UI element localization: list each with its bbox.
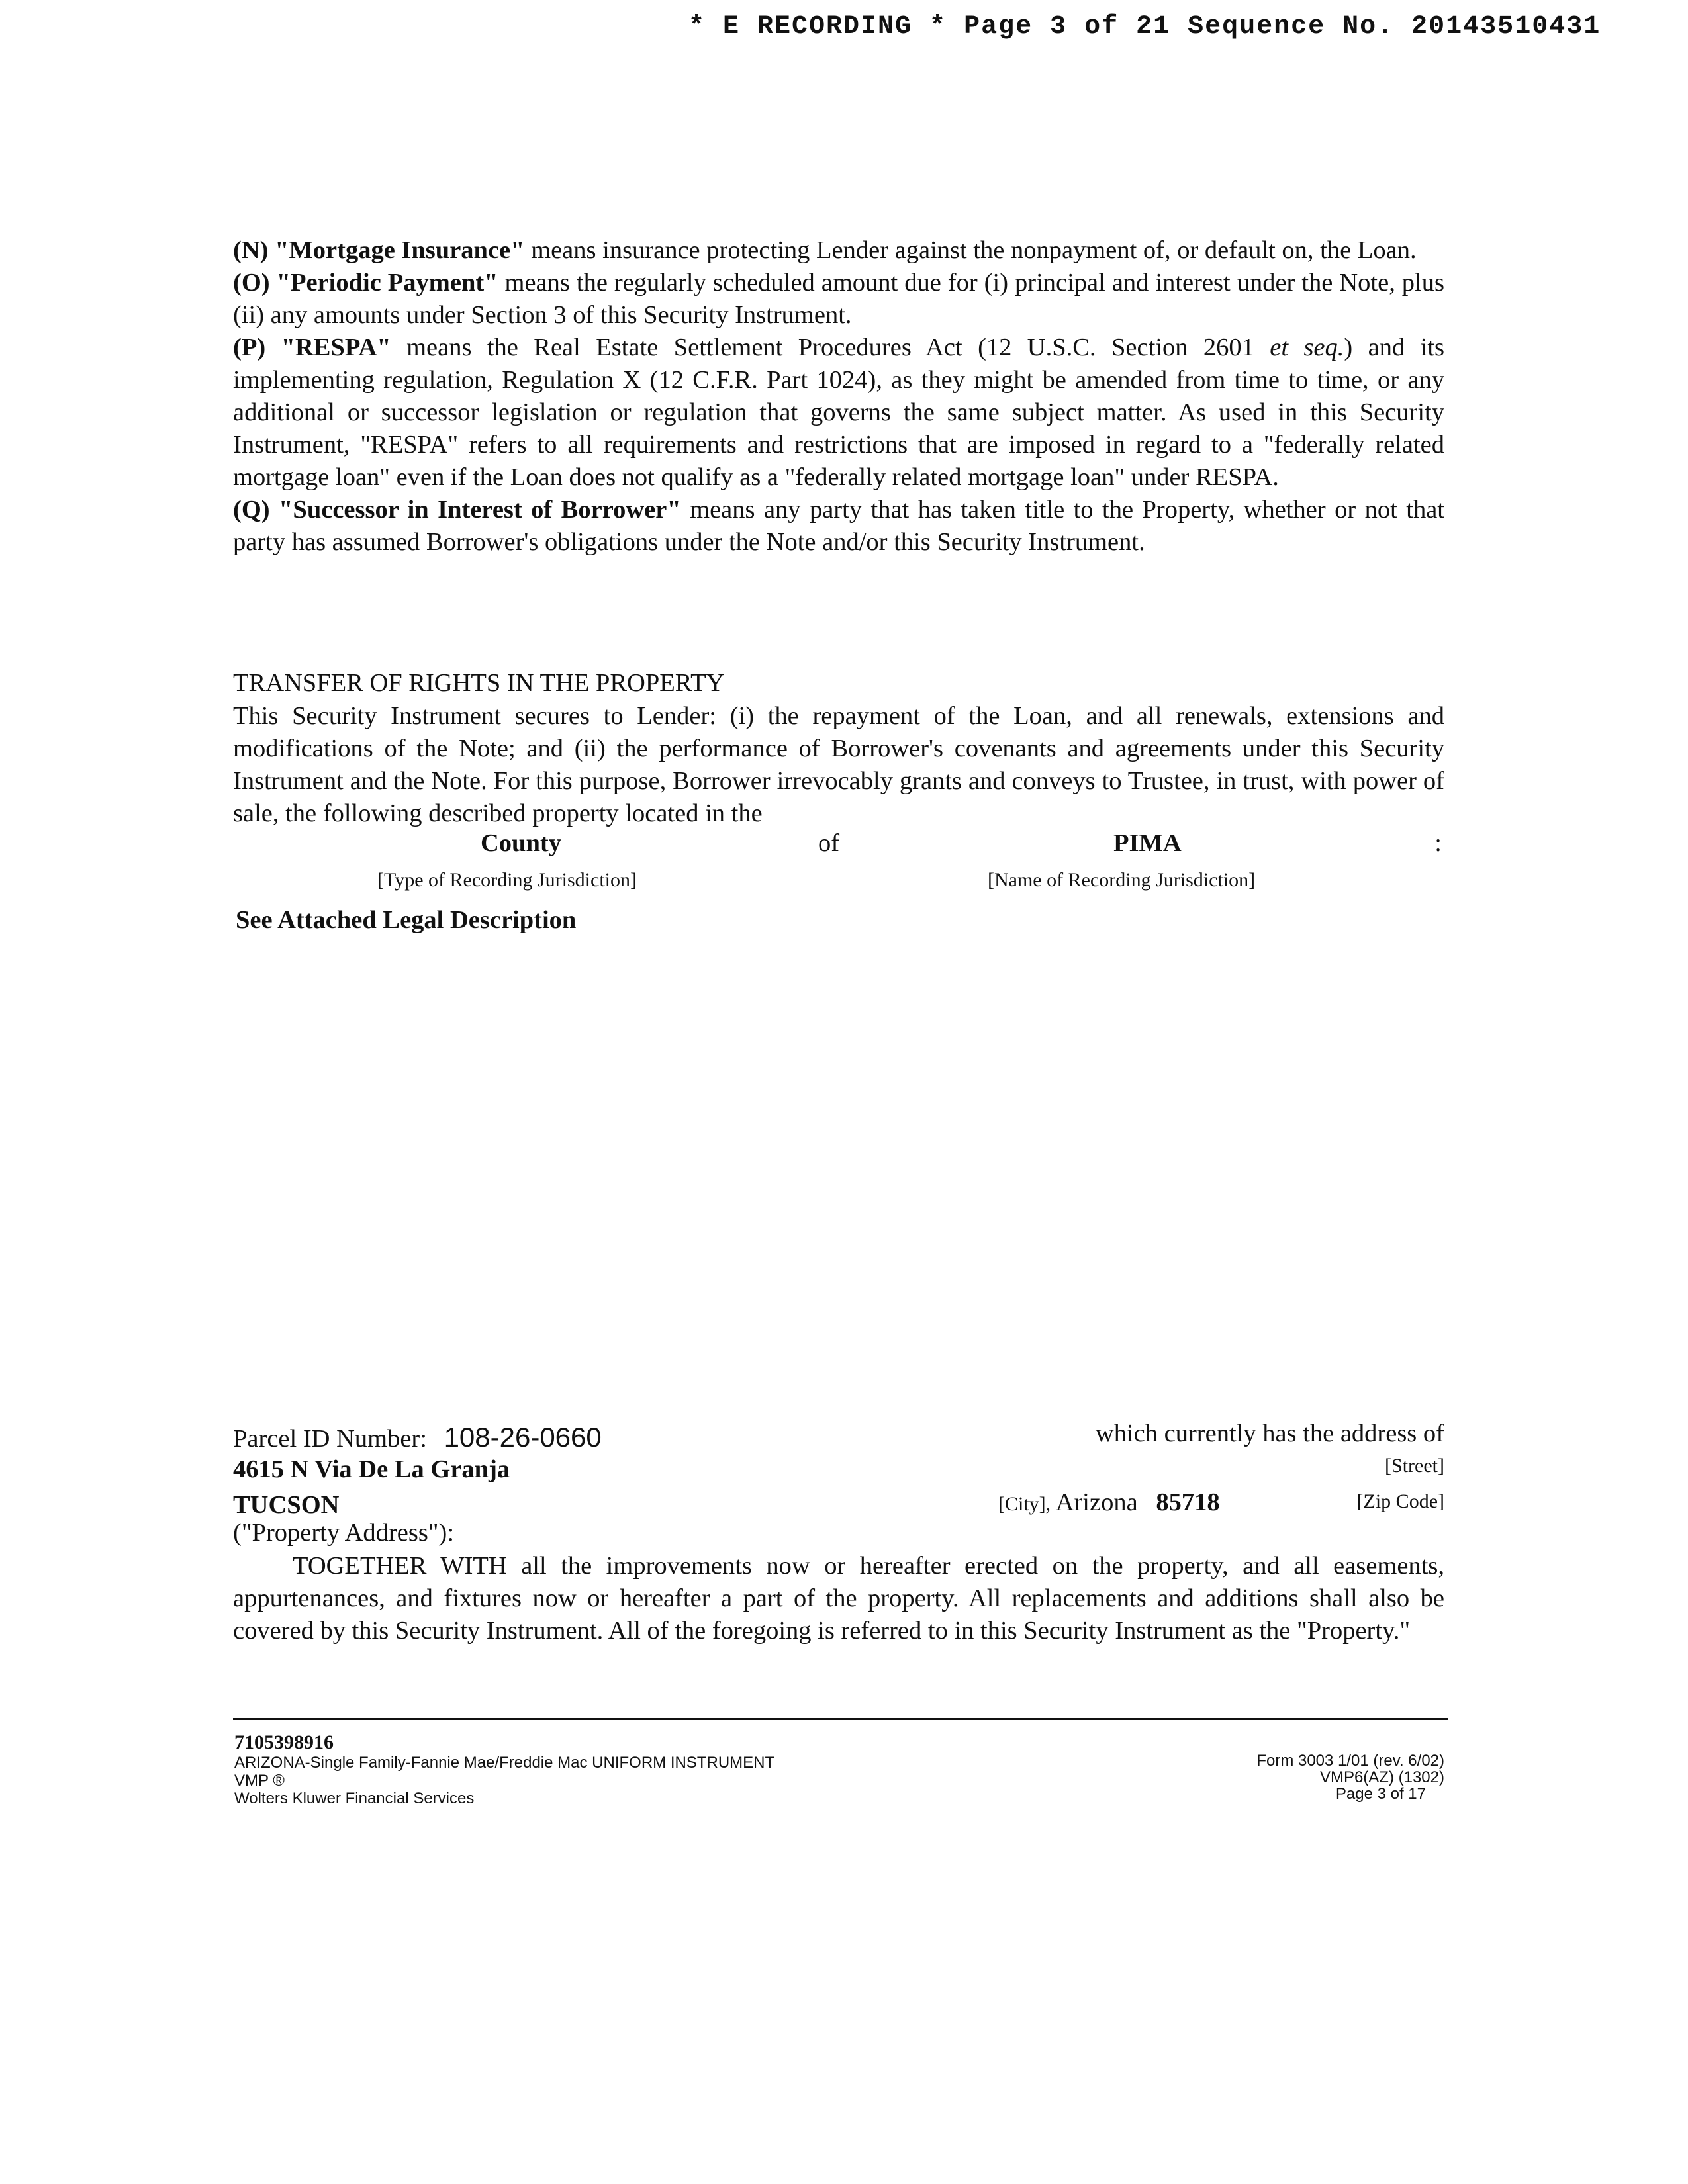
jurisdiction-name-label: [Name of Recording Jurisdiction] bbox=[988, 869, 1256, 891]
definition-term: "Mortgage Insurance" bbox=[275, 236, 525, 264]
definition-label: (Q) bbox=[233, 496, 270, 523]
definition-text: means the Real Estate Settlement Procedures Act (12 U.S.C. Section 2601 bbox=[391, 334, 1270, 361]
parcel-label: Parcel ID Number: bbox=[233, 1425, 427, 1453]
transfer-heading: TRANSFER OF RIGHTS IN THE PROPERTY bbox=[233, 669, 725, 697]
footer-divider bbox=[233, 1718, 1448, 1720]
zip-code: 85718 bbox=[1156, 1488, 1220, 1516]
jurisdiction-type-label: [Type of Recording Jurisdiction] bbox=[377, 869, 637, 891]
publisher: Wolters Kluwer Financial Services bbox=[234, 1790, 475, 1807]
jurisdiction-type: County bbox=[481, 829, 561, 857]
definition-n bbox=[233, 234, 1444, 267]
definition-text: ) and its implementing regulation, Regulation X (12 C.F.R. Part 1024), as they might be amended from time to time, or any additional or successor legislation or regulation that governs the same subject matter. As used in this Security Instrument, "RESPA" refers to all requirements and restrictions that are imposed in regard to a "federally related mortgage loan" even if the Loan does not qualify as a "federally related mortgage loan" under RESPA. bbox=[233, 334, 1444, 491]
zip-label: [Zip Code] bbox=[1356, 1490, 1444, 1512]
footer-left bbox=[234, 1731, 774, 1807]
city: TUCSON bbox=[233, 1491, 340, 1519]
legal-description: See Attached Legal Description bbox=[236, 906, 577, 934]
definition-text: means the regularly scheduled amount due for (i) principal and interest under the Note, plus (ii) any amounts under Section 3 of this Security Instrument. bbox=[233, 269, 1444, 329]
jurisdiction-of: of bbox=[818, 829, 840, 857]
definition-label: (N) bbox=[233, 236, 269, 264]
jurisdiction-colon: : bbox=[1434, 829, 1442, 857]
street-label: [Street] bbox=[1385, 1455, 1444, 1477]
definition-italic: et seq. bbox=[1270, 334, 1344, 361]
parcel-id-line bbox=[233, 1422, 602, 1453]
page-number: Page 3 of 17 bbox=[1335, 1785, 1426, 1803]
loan-number: 7105398916 bbox=[234, 1731, 334, 1753]
jurisdiction-row bbox=[233, 829, 1444, 862]
vmp-mark: VMP ® bbox=[234, 1772, 285, 1790]
definition-term: "RESPA" bbox=[281, 334, 391, 361]
definition-text: means any party that has taken title to the Property, whether or not that party has assumed Borrower's obligations under the Note and/or this Security Instrument. bbox=[233, 496, 1444, 556]
instrument-title: ARIZONA-Single Family-Fannie Mae/Freddie Mac UNIFORM INSTRUMENT bbox=[234, 1754, 775, 1772]
property-address-label: ("Property Address"): bbox=[233, 1519, 455, 1547]
definition-term: "Successor in Interest of Borrower" bbox=[279, 496, 681, 523]
definitions-section bbox=[233, 234, 1444, 559]
definition-o bbox=[233, 267, 1444, 332]
definition-text: means insurance protecting Lender against the nonpayment of, or default on, the Loan. bbox=[524, 236, 1417, 264]
definition-label: (P) bbox=[233, 334, 266, 361]
street-address: 4615 N Via De La Granja bbox=[233, 1455, 510, 1483]
definition-p bbox=[233, 332, 1444, 494]
state: Arizona bbox=[1055, 1488, 1138, 1516]
recording-stamp: * E RECORDING * Page 3 of 21 Sequence No. 20143510431 bbox=[688, 12, 1601, 42]
city-label: [City], bbox=[998, 1493, 1051, 1515]
jurisdiction-name: PIMA bbox=[1113, 829, 1182, 857]
definition-label: (O) bbox=[233, 269, 270, 296]
vmp-code: VMP6(AZ) (1302) bbox=[1319, 1768, 1444, 1786]
together-with-paragraph: TOGETHER WITH all the improvements now or hereafter erected on the property, and all easements, appurtenances, and fixtures now or hereafter a part of the property. All replacements and additions shall also be covered by this Security Instrument. All of the foregoing is referred to in this Security Instrument as the "Property." bbox=[233, 1552, 1444, 1645]
transfer-body: This Security Instrument secures to Lender: (i) the repayment of the Loan, and all renewals, extensions and modifications of the Note; and (ii) the performance of Borrower's covenants and agreements under this Security Instrument and the Note. For this purpose, Borrower irrevocably grants and conveys to Trustee, in trust, with power of sale, the following described property located in the bbox=[233, 702, 1444, 827]
definition-q bbox=[233, 494, 1444, 559]
definition-term: "Periodic Payment" bbox=[276, 269, 498, 296]
parcel-id: 108-26-0660 bbox=[444, 1422, 602, 1453]
footer-right bbox=[1256, 1752, 1444, 1802]
form-number: Form 3003 1/01 (rev. 6/02) bbox=[1256, 1752, 1444, 1770]
current-address-text: which currently has the address of bbox=[1095, 1420, 1444, 1447]
city-state-zip bbox=[998, 1488, 1220, 1517]
